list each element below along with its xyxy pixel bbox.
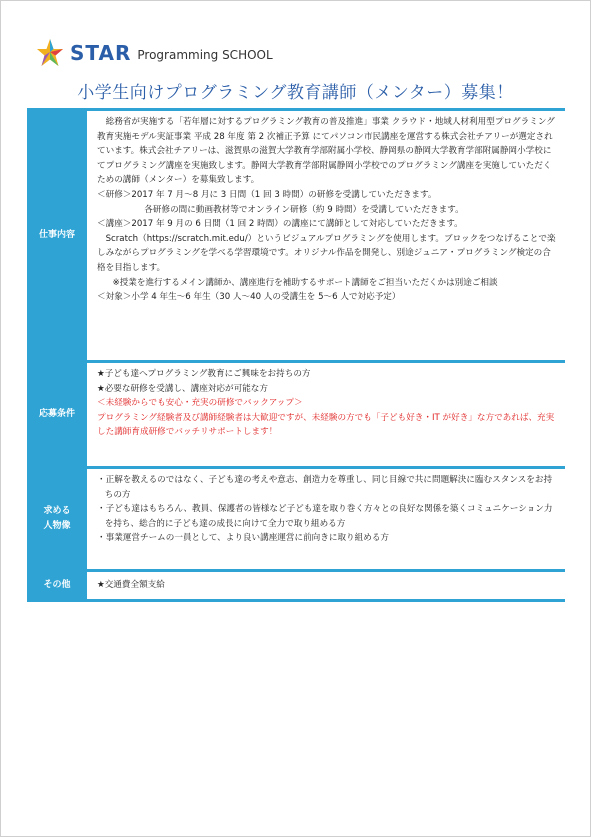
- row-persona: [27, 469, 565, 572]
- page-title: 小学生向けプログラミング教育講師（メンター）募集！: [77, 83, 514, 103]
- row-label-persona-line1: 求める: [43, 506, 71, 516]
- job-course: ＜講座＞2017 年 9 月の 6 日間（1 回 2 時間）の講座にて講師として対応していただきます。: [97, 219, 463, 230]
- row-label-persona: [27, 469, 87, 569]
- row-requirements: [27, 363, 565, 469]
- row-content-requirements: [87, 363, 565, 466]
- requirement-item: ★必要な研修を受講し、講座対応が可能な方: [97, 383, 268, 394]
- row-label-other: その他: [27, 572, 87, 599]
- logo-school-name: Programming SCHOOL: [137, 48, 273, 62]
- persona-item: ・子ども達はもちろん、教員、保護者の皆様など子ども達を取り巻く方々との良好な関係を築くコミュニケーション力を持ち、総合的に子ども達の成長に向けて全力で取り組める方: [97, 504, 553, 529]
- persona-item: ・事業運営チームの一員として、より良い講座運営に前向きに取り組める方: [97, 533, 390, 544]
- logo-star-word: STAR: [70, 41, 132, 65]
- job-online-training: 各研修の間に動画教材等でオンライン研修（約 9 時間）を受講していただきます。: [144, 204, 464, 215]
- info-table: [27, 108, 565, 602]
- row-content-job: [87, 111, 565, 360]
- other-text: ★交通費全額支給: [97, 580, 165, 591]
- row-job: [27, 111, 565, 363]
- job-paragraph: 総務省が実施する「若年層に対するプログラミング教育の普及推進」事業 クラウド・地域人材利用型プログラミング教育実施モデル実証事業 平成 28 年度 第 2 次補正予算 にてパソコン市民講座を運営する株式会社チアリーが選定されています。株式会社チアリーは、滋賀県の滋賀大学教育学部附属小学校、静岡県の静岡大学教育学部附属静岡小学校にてプログラミング講座を実施致します。静岡大学教育学部附属静岡小学校でのプログラミング講座を実施していただくための講師（メンター）を募集致します。: [97, 117, 555, 186]
- row-content-other: [87, 572, 565, 599]
- job-scratch: Scratch（https://scratch.mit.edu/）というビジュアルプログラミングを使用します。ブロックをつなげることで楽しみながらプログラミングを学べる学習環境です。オリジナル作品を開発し、別途ジュニア・プログラミング検定の合格を目指します。: [97, 233, 556, 273]
- row-label-requirements: 応募条件: [27, 363, 87, 466]
- job-note: ※授業を進行するメイン講師か、講座進行を補助するサポート講師をご担当いただくかは別途ご相談: [112, 277, 498, 288]
- logo: [36, 36, 273, 70]
- requirement-item: ★子ども達へプログラミング教育にご興味をお持ちの方: [97, 369, 311, 379]
- star-logo-icon: [36, 38, 64, 68]
- job-target: ＜対象＞小学 4 年生〜6 年生（30 人〜40 人の受講生を 5〜6 人で対応予定）: [97, 292, 401, 303]
- job-training: ＜研修＞2017 年 7 月〜8 月に 3 日間（1 回 3 時間）の研修を受講していただきます。: [97, 189, 437, 200]
- row-other: [27, 572, 565, 602]
- row-content-persona: [87, 469, 565, 569]
- row-label-job: 仕事内容: [27, 111, 87, 360]
- persona-item: ・正解を教えるのではなく、子ども達の考えや意志、創造力を尊重し、同じ目線で共に問題解決に臨むスタンスをお持ちの方: [97, 475, 553, 500]
- row-label-persona-line2: 人物像: [43, 521, 71, 531]
- requirement-highlight: ＜未経験からでも安心・充実の研修でバックアップ＞: [97, 398, 303, 409]
- requirement-highlight-detail: プログラミング経験者及び講師経験者は大歓迎ですが、未経験の方でも「子ども好き・IT が好き」な方であれば、充実した講師育成研修でバッチリサポートします！: [97, 412, 555, 438]
